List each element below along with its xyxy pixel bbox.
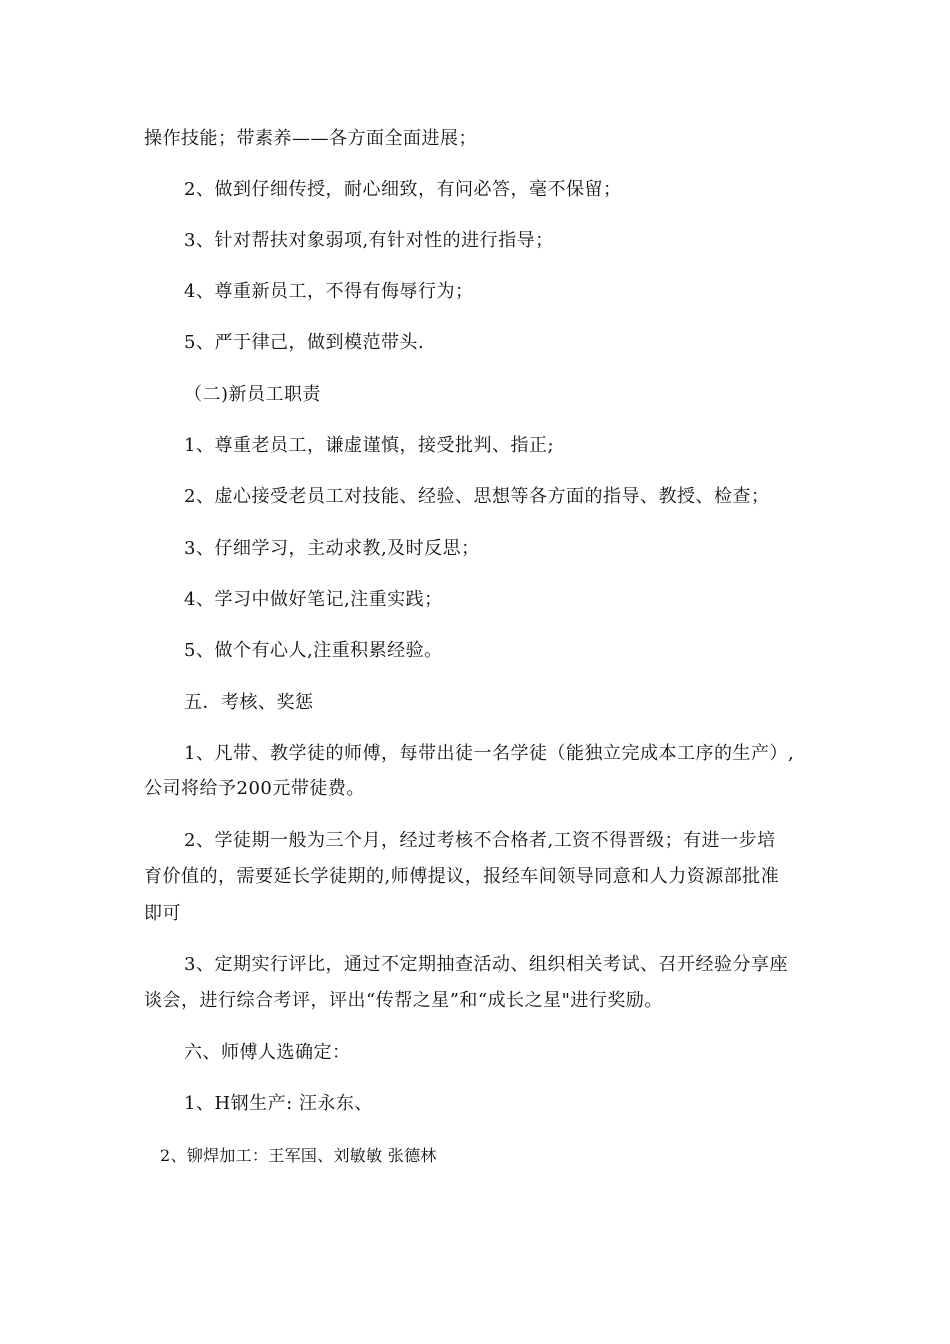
assessment-item-1-line-1: 1、凡带、教学徒的师傅，每带出徒一名学徒（能独立完成本工序的生产）, (184, 743, 795, 764)
mentor-duty-item-4: 4、尊重新员工，不得有侮辱行为； (184, 281, 474, 302)
assessment-item-2-line-2: 育价值的，需要延长学徒期的,师傅提议，报经车间领导同意和人力资源部批准 (144, 866, 780, 887)
mentor-selection-item-2: 2、铆焊加工：王军国、刘敏敏 张德林 (160, 1146, 437, 1165)
assessment-item-1-line-2: 公司将给予200元带徒费。 (144, 778, 365, 799)
new-employee-duty-item-2: 2、虚心接受老员工对技能、经验、思想等各方面的指导、教授、检查； (184, 486, 770, 507)
paragraph-line-1: 操作技能；带素养——各方面全面进展； (144, 128, 477, 149)
mentor-duty-item-2: 2、做到仔细传授，耐心细致，有问必答，毫不保留； (184, 179, 622, 200)
assessment-item-2-line-1: 2、学徒期一般为三个月，经过考核不合格者,工资不得晋级；有进一步培 (184, 830, 776, 851)
new-employee-duty-item-3: 3、仔细学习，主动求教,及时反思； (184, 538, 480, 559)
mentor-duty-item-5: 5、严于律己，做到模范带头. (184, 332, 425, 353)
section-heading-new-employee-duties: （二)新员工职责 (184, 384, 322, 405)
assessment-item-3-line-1: 3、定期实行评比，通过不定期抽查活动、组织相关考试、召开经验分享座 (184, 954, 788, 975)
new-employee-duty-item-1: 1、尊重老员工，谦虚谨慎，接受批判、指正; (184, 435, 555, 456)
assessment-item-2-line-3: 即可 (144, 903, 181, 924)
new-employee-duty-item-4: 4、学习中做好笔记,注重实践； (184, 589, 443, 610)
section-heading-mentor-selection: 六、师傅人选确定： (184, 1042, 351, 1063)
mentor-selection-item-1: 1、H钢生产: 汪永东、 (184, 1093, 373, 1114)
mentor-duty-item-3: 3、针对帮扶对象弱项,有针对性的进行指导； (184, 230, 554, 251)
assessment-item-3-line-2: 谈会，进行综合考评，评出“传帮之星”和“成长之星"进行奖励。 (144, 990, 663, 1011)
section-heading-assessment: 五．考核、奖惩 (184, 692, 314, 713)
new-employee-duty-item-5: 5、做个有心人,注重积累经验。 (184, 640, 443, 661)
